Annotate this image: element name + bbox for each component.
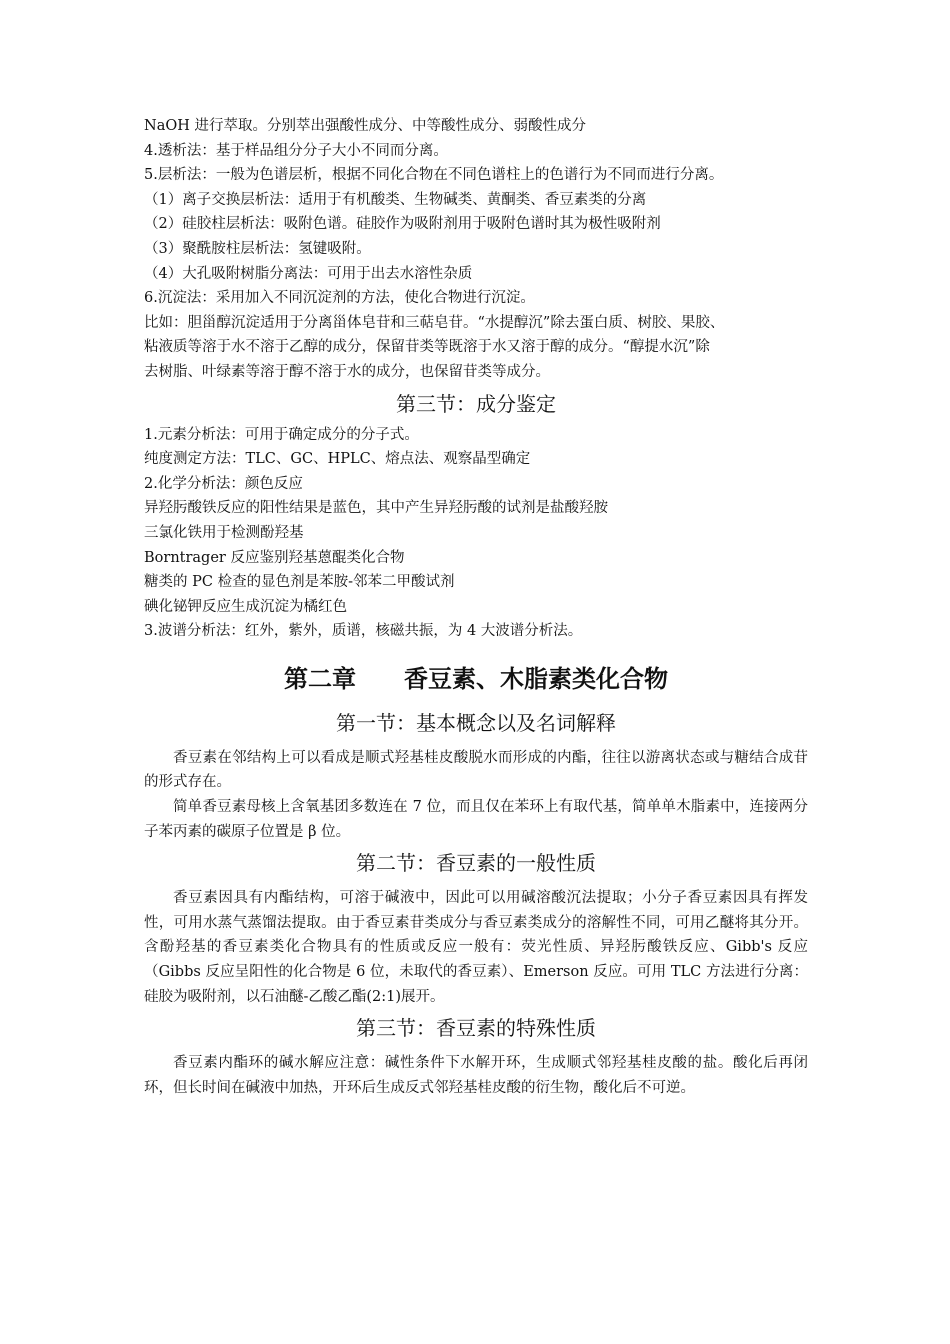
text-line: （3）聚酰胺柱层析法：氢键吸附。 bbox=[144, 240, 371, 257]
text-line: 2.化学分析法：颜色反应 bbox=[144, 475, 303, 492]
text-line: 三氯化铁用于检测酚羟基 bbox=[144, 524, 304, 541]
paragraph: 简单香豆素母核上含氧基团多数连在 7 位，而且仅在苯环上有取代基，简单单木脂素中，连接两分子苯丙素的碳原子位置是 β 位。 bbox=[144, 799, 808, 840]
chapter-title: 第二章 香豆素、木脂素类化合物 bbox=[284, 664, 668, 693]
separation-methods-block bbox=[144, 114, 808, 385]
document-page bbox=[144, 114, 808, 1100]
text-line: 去树脂、叶绿素等溶于醇不溶于水的成分，也保留苷类等成分。 bbox=[144, 363, 550, 380]
section-title-basic-concepts: 第一节：基本概念以及名词解释 bbox=[336, 710, 616, 735]
text-line: NaOH 进行萃取。分别萃出强酸性成分、中等酸性成分、弱酸性成分 bbox=[144, 118, 586, 134]
text-line: （4）大孔吸附树脂分离法：可用于出去水溶性杂质 bbox=[144, 265, 473, 282]
identification-block bbox=[144, 423, 808, 644]
section-title-general-properties: 第二节：香豆素的一般性质 bbox=[356, 851, 596, 876]
text-line: 比如：胆甾醇沉淀适用于分离甾体皂苷和三萜皂苷。“水提醇沉”除去蛋白质、树胶、果胶、 bbox=[144, 314, 725, 331]
text-line: 粘液质等溶于水不溶于乙醇的成分，保留苷类等既溶于水又溶于醇的成分。“醇提水沉”除 bbox=[144, 339, 710, 356]
text-line: （1）离子交换层析法：适用于有机酸类、生物碱类、黄酮类、香豆素类的分离 bbox=[144, 191, 647, 208]
text-line: 纯度测定方法：TLC、GC、HPLC、熔点法、观察晶型确定 bbox=[144, 451, 531, 468]
text-line: 1.元素分析法：可用于确定成分的分子式。 bbox=[144, 426, 419, 443]
text-line: 5.层析法：一般为色谱层析，根据不同化合物在不同色谱柱上的色谱行为不同而进行分离。 bbox=[144, 167, 724, 184]
text-line: 碘化铋钾反应生成沉淀为橘红色 bbox=[144, 598, 347, 615]
paragraph: 香豆素内酯环的碱水解应注意：碱性条件下水解开环，生成顺式邻羟基桂皮酸的盐。酸化后再闭环，但长时间在碱液中加热，开环后生成反式邻羟基桂皮酸的衍生物，酸化后不可逆。 bbox=[144, 1055, 808, 1096]
text-line: Borntrager 反应鉴别羟基蒽醌类化合物 bbox=[144, 549, 405, 566]
text-line: （2）硅胶柱层析法：吸附色谱。硅胶作为吸附剂用于吸附色谱时其为极性吸附剂 bbox=[144, 216, 661, 233]
text-line: 糖类的 PC 检查的显色剂是苯胺-邻苯二甲酸试剂 bbox=[144, 574, 455, 591]
paragraph: 香豆素因具有内酯结构，可溶于碱液中，因此可以用碱溶酸沉法提取；小分子香豆素因具有挥发性，可用水蒸气蒸馏法提取。由于香豆素苷类成分与香豆素类成分的溶解性不同，可用乙醚将其分开。含酚羟基的香豆素类化合物具有的性质或反应一般有：荧光性质、异羟肟酸铁反应、Gibb's 反应（Gibbs 反应呈阳性的化合物是 6 位，未取代的香豆素）、Emerson 反应。可用 TLC 方法进行分离：硅胶为吸附剂，以石油醚-乙酸乙酯(2:1)展开。 bbox=[144, 890, 808, 1005]
text-line: 3.波谱分析法：红外，紫外，质谱，核磁共振，为 4 大波谱分析法。 bbox=[144, 623, 583, 640]
text-line: 异羟肟酸铁反应的阳性结果是蓝色，其中产生异羟肟酸的试剂是盐酸羟胺 bbox=[144, 500, 608, 517]
section-title-special-properties: 第三节：香豆素的特殊性质 bbox=[356, 1016, 596, 1041]
section-title-identification: 第三节：成分鉴定 bbox=[396, 391, 556, 416]
text-line: 4.透析法：基于样品组分分子大小不同而分离。 bbox=[144, 142, 448, 159]
text-line: 6.沉淀法：采用加入不同沉淀剂的方法，使化合物进行沉淀。 bbox=[144, 290, 535, 307]
paragraph: 香豆素在邻结构上可以看成是顺式羟基桂皮酸脱水而形成的内酯，往往以游离状态或与糖结合成苷的形式存在。 bbox=[144, 749, 808, 791]
